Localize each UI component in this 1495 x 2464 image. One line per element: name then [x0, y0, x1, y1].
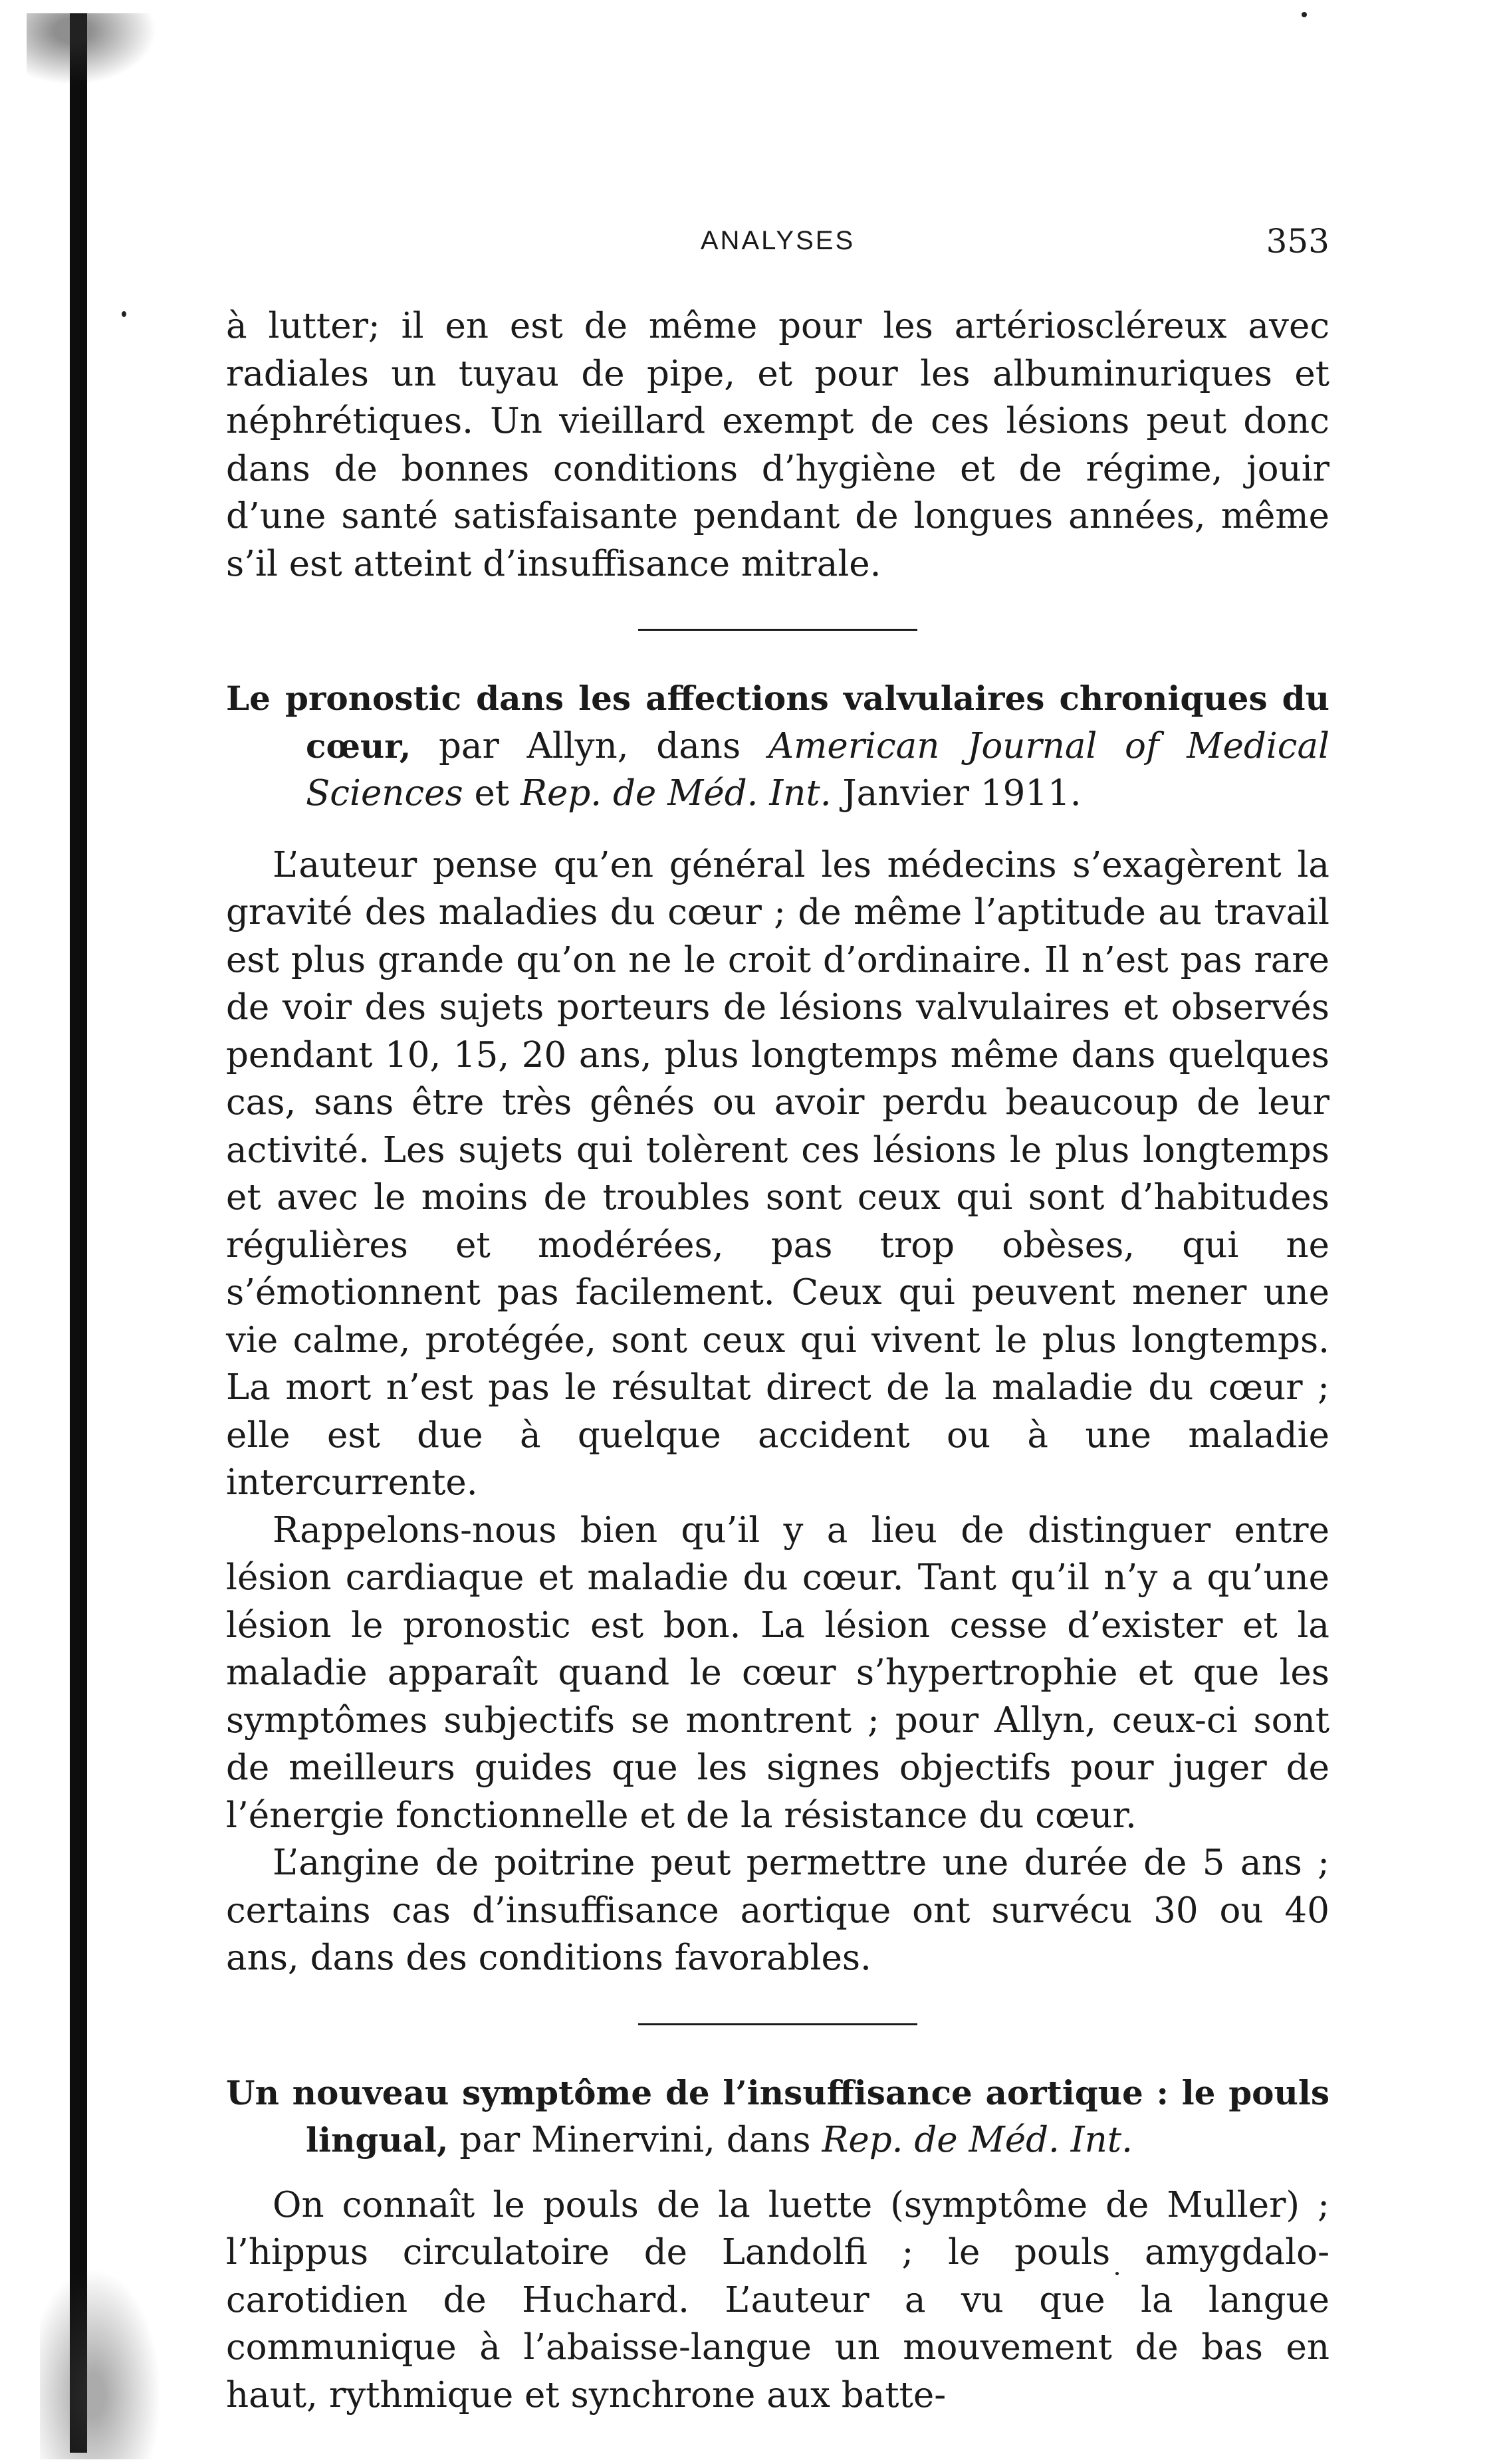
article-title-bold: Un nouveau symptôme de l’insuffisance aortique : le pouls lingual, [226, 2072, 1329, 2160]
article-title-byline: par Minervini, dans [448, 2120, 822, 2160]
article-paragraph: L’angine de poitrine peut permettre une durée de 5 ans ; certains cas d’insuffisance aortique ont survécu 30 ou 40 ans, dans des conditions favorables. [226, 1843, 1329, 1978]
article-title-conj: et [463, 773, 521, 814]
article-title-byline: par Allyn, dans [411, 725, 768, 766]
continuation-paragraph: à lutter; il en est de même pour les artérioscléreux avec radiales un tuyau de pipe, et pour les albuminuriques et néphrétiques. Un vieillard exempt de ces lésions peut donc dans de bonnes conditions d’hygiène et de régime, jouir d’une santé satisfaisante pendant de longues années, même s’il est atteint d’insuffisance mitrale. [226, 306, 1329, 584]
article-title [226, 2069, 1329, 2164]
article-paragraph: Rappelons-nous bien qu’il y a lieu de distinguer entre lésion cardiaque et maladie du cœur. Tant qu’il n’y a qu’une lésion le pronostic est bon. La lésion cesse d’exister et la maladie apparaît quand le cœur s’hypertrophie et que les symptômes subjectifs se montrent ; pour Allyn, ceux-ci sont de meilleurs guides que les signes objectifs pour juger de l’énergie fonctionnelle et de la résistance du cœur. [226, 1510, 1329, 1836]
running-head-title: ANALYSES [700, 226, 856, 255]
ink-speck [1302, 12, 1307, 17]
page-body [226, 302, 1329, 2419]
article-source-rep: Rep. de Méd. Int. [822, 2120, 1133, 2160]
article-paragraph: L’auteur pense qu’en général les médecins s’exagèrent la gravité des maladies du cœur ; de même l’aptitude au travail est plus grande qu’on ne le croit d’ordinaire. Il n’est pas rare de voir des sujets porteurs de lésions valvulaires et observés pendant 10, 15, 20 ans, plus longtemps même dans quelques cas, sans être très gênés ou avoir perdu beaucoup de leur activité. Les sujets qui tolèrent ces lésions le plus longtemps et avec le moins de troubles sont ceux qui sont d’habitudes régulières et modérées, pas trop obèses, qui ne s’émotionnent pas facilement. Ceux qui peuvent mener une vie calme, protégée, sont ceux qui vivent le plus longtemps. La mort n’est pas le résultat direct de la maladie du cœur ; elle est due à quelque accident ou à une maladie intercurrente. [226, 844, 1329, 1503]
article-title [226, 675, 1329, 818]
article-source-rep: Rep. de Méd. Int. [520, 773, 832, 814]
binding-fray-top [27, 13, 179, 100]
running-head [226, 222, 1329, 266]
ink-speck [122, 311, 126, 317]
article-title-bold: Le pronostic dans les affections valvulaires chroniques du cœur, [226, 679, 1329, 766]
article-source-journal: American Journal of Medical Sciences [306, 725, 1329, 814]
book-binding-edge [70, 13, 87, 2453]
page-number: 353 [1266, 222, 1329, 261]
article-date: Janvier 1911. [831, 773, 1082, 814]
binding-fray-bottom [40, 2247, 173, 2459]
article-paragraph: On connaît le pouls de la luette (symptôme de Muller) ; l’hippus circulatoire de Landolfi ; le pouls amygdalo-carotidien de Huchard. L’auteur a vu que la langue communique à l’abaisse-langue un mouvement de bas en haut, rythmique et synchrone aux batte- [226, 2184, 1329, 2415]
